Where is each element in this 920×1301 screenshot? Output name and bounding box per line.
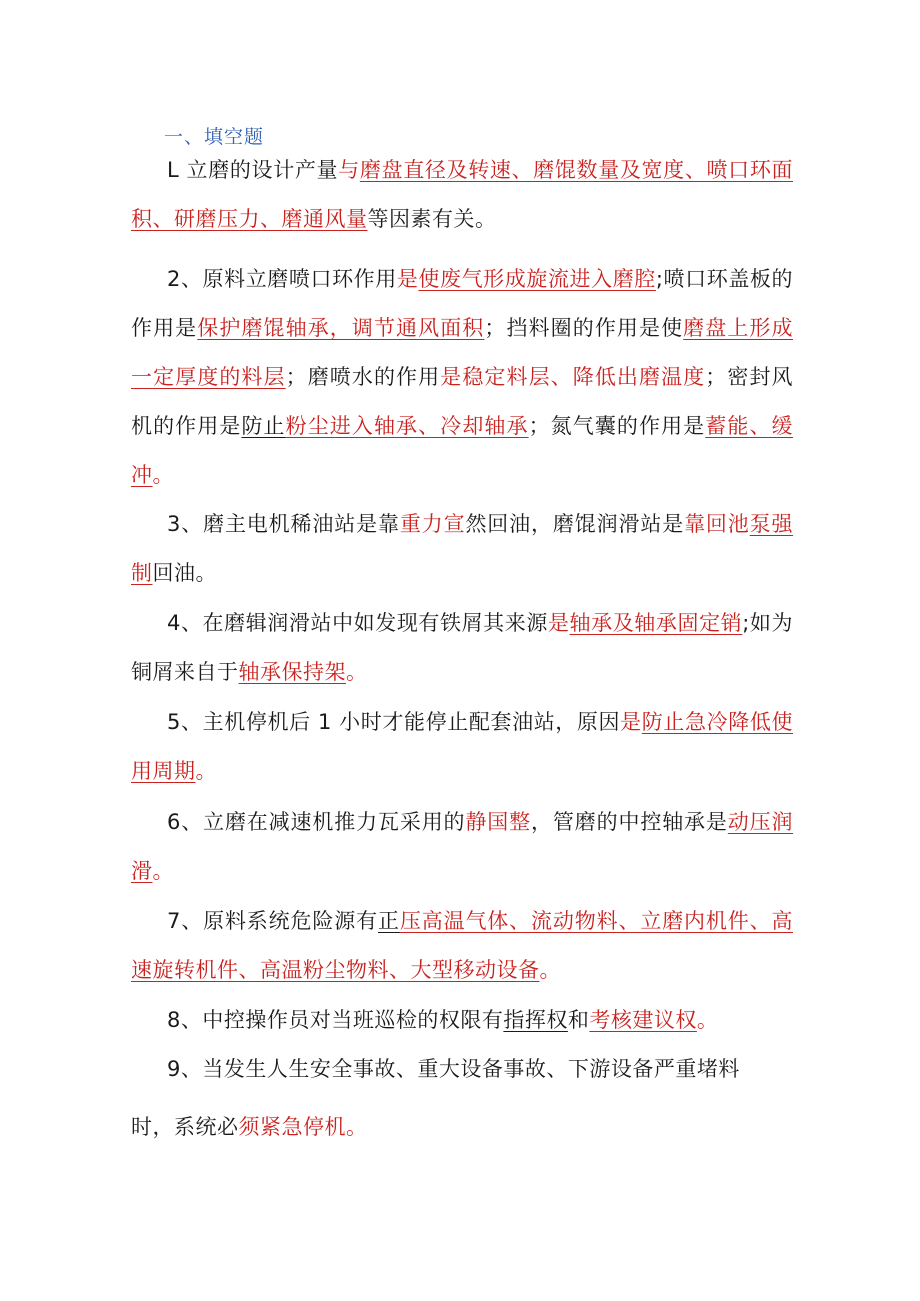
q2-answer: 稳定料层、降低出磨温度 — [462, 365, 706, 389]
question-9-line-1: 9、当发生人生安全事故、重大设备事故、下游设备严重堵料 — [167, 1057, 740, 1081]
q8-text: 8、中控操作员对当班巡检的权限有 — [167, 1008, 504, 1032]
question-4 — [131, 599, 793, 697]
q2-answer: 粉尘进入轴承、冷却轴承 — [285, 414, 529, 438]
q4-answer: 轴承保持架 — [238, 660, 346, 684]
q2-answer: 使废气形成旋流进入磨腔 — [418, 267, 656, 291]
question-8 — [131, 996, 793, 1045]
q8-answer: 考核建议权 — [589, 1008, 697, 1032]
q3-text: 然回油，磨馄润滑站是 — [465, 512, 685, 536]
q8-text: 和 — [567, 1008, 590, 1032]
question-6 — [131, 798, 793, 896]
q2-answer: 磨盘上形成一定厚度的料层 — [131, 316, 794, 389]
question-1 — [131, 146, 793, 244]
q1-text: L 立磨的设计产量 — [167, 158, 339, 182]
q7-text: 。 — [539, 958, 561, 982]
q1-answer: 磨盘直径及转速、磨馄数量及宽度、喷口环面积、研磨压力、磨通风量 — [131, 158, 794, 231]
q9-text: 时，系统必 — [131, 1115, 239, 1139]
question-7 — [131, 897, 793, 995]
q5-text: 5、主机停机后 1 小时才能停止配套油站，原因 — [167, 710, 621, 734]
q2-text: 是 — [396, 267, 419, 291]
q6-answer: 静国整 — [465, 810, 532, 834]
q7-text: 7、原料系统危险源有 — [167, 909, 378, 933]
q2-text: 2、原料立磨喷口环作用 — [167, 267, 397, 291]
q9-answer: 须紧急停机 — [238, 1115, 346, 1139]
q5-answer: 防止急冷降低使用周期 — [131, 710, 794, 783]
section-heading: 一、填空题 — [164, 126, 265, 148]
q2-text: ；挡料圈的作用是使 — [484, 316, 684, 340]
q4-text: 4、在磨辑润滑站中如发现有铁屑其来源 — [167, 611, 548, 635]
q3-text: 回油。 — [152, 561, 217, 585]
q2-text: ;喷口环盖板的作用是 — [131, 267, 793, 340]
q2-text: 。 — [152, 463, 174, 487]
q2-text: ；密封风机的作用是 — [131, 365, 794, 438]
q3-answer: 泵强制 — [131, 512, 794, 585]
q8-answer: 指挥权 — [503, 1008, 568, 1032]
question-2 — [131, 255, 793, 500]
q2-text: 防止 — [241, 414, 286, 438]
q2-text: ；磨喷水的作用 — [285, 365, 441, 389]
q3-answer: 重力宣 — [399, 512, 466, 536]
q4-text: 是 — [547, 611, 570, 635]
q8-text: 。 — [696, 1008, 719, 1032]
q6-answer: 动压润滑 — [131, 810, 794, 883]
q2-text: 是 — [440, 365, 463, 389]
q9-text: 。 — [346, 1115, 368, 1139]
q1-text: 与 — [338, 158, 360, 182]
q6-text: 6、立磨在减速机推力瓦采用的 — [167, 810, 466, 834]
q2-answer: 蓄能、缓冲 — [131, 414, 794, 487]
q5-text: 。 — [195, 759, 217, 783]
q4-answer: 轴承及轴承固定销 — [569, 611, 743, 635]
q5-text: 是 — [620, 710, 642, 734]
q1-text: 等因素有关。 — [367, 207, 497, 231]
q2-answer: 保护磨馄轴承，调节通风面积 — [197, 316, 485, 340]
q2-text: ；氮气囊的作用是 — [528, 414, 706, 438]
q6-text: 。 — [152, 859, 174, 883]
question-3 — [131, 500, 793, 598]
q4-text: ;如为铜屑来自于 — [131, 611, 794, 684]
q7-answer: 压高温气体、流动物料、立磨内机件、高速旋转机件、高温粉尘物料、大型移动设备 — [131, 909, 794, 982]
q3-text: 3、磨主电机稀油站是靠 — [167, 512, 400, 536]
q3-answer: 靠回池 — [684, 512, 750, 536]
q4-text: 。 — [346, 660, 368, 684]
q6-text: ，管磨的中控轴承是 — [531, 810, 728, 834]
question-5 — [131, 698, 793, 796]
q7-text: 正 — [377, 909, 400, 933]
question-9-line-2 — [131, 1103, 793, 1152]
